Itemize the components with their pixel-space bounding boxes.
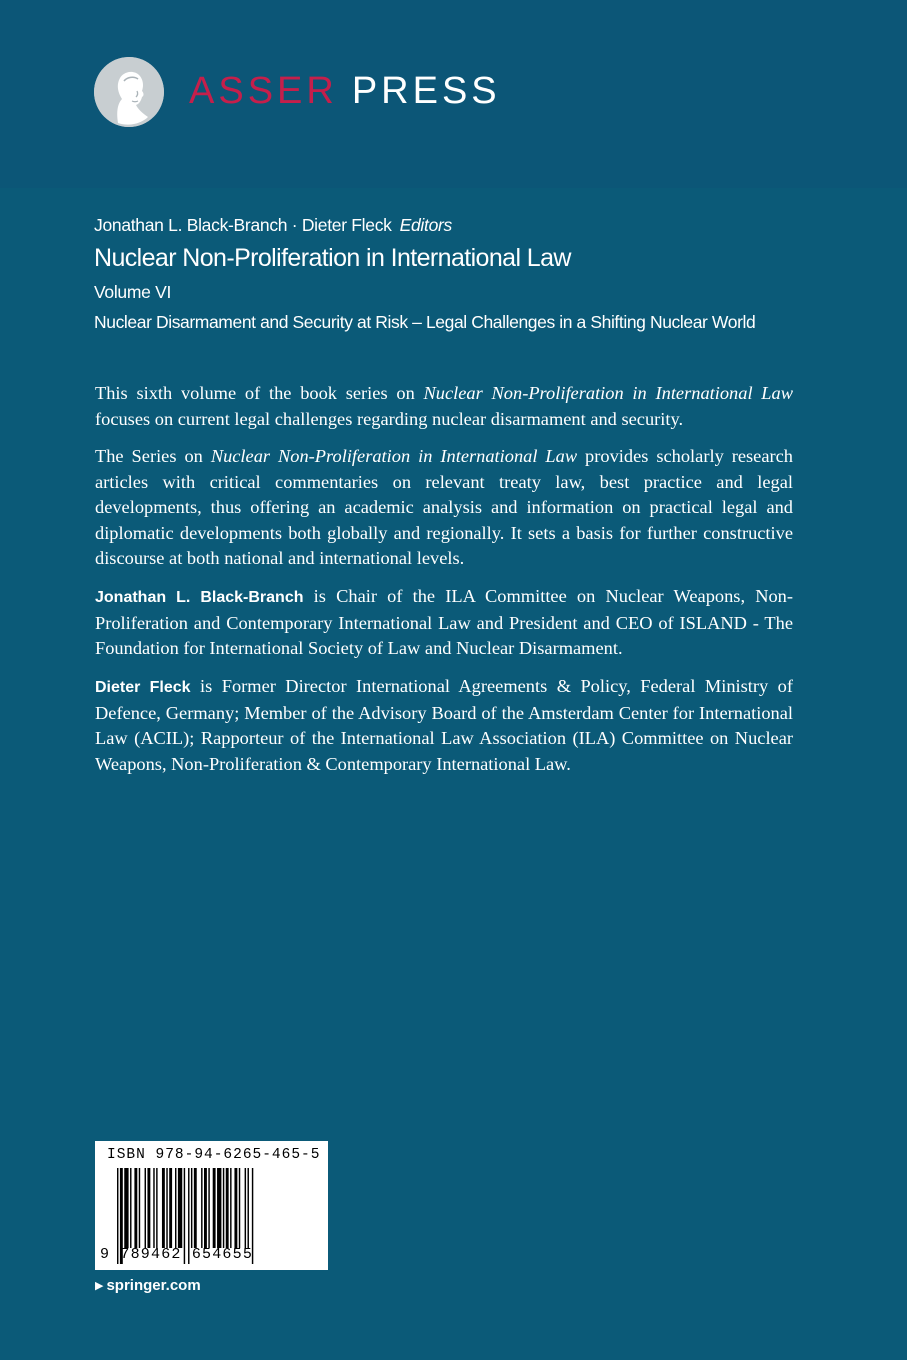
barcode-bar — [178, 1168, 182, 1248]
bio1-name: Jonathan L. Black-Branch — [95, 589, 304, 606]
website-url: springer.com — [106, 1277, 201, 1294]
barcode-bar — [130, 1168, 131, 1248]
p2-text-a: The Series on — [95, 446, 211, 466]
bio1-text: is Chair of the ILA Committee on Nuclear Weapons, Non-Proliferation and Contemporary International Law and President and CEO of ISLAND - The Foundation for International Society of Law and Nuclear Disarmament. — [95, 586, 794, 658]
barcode-bar — [169, 1168, 172, 1248]
website-link[interactable] — [95, 1276, 201, 1296]
barcode-digits: 9 789462 654655 — [100, 1246, 254, 1263]
p1-text-a: This sixth volume of the book series on — [95, 383, 424, 403]
barcode-bar — [153, 1168, 154, 1248]
barcode-bar — [248, 1168, 249, 1248]
portrait-icon — [94, 57, 164, 127]
barcode-bar — [223, 1168, 224, 1248]
barcode-bar — [204, 1168, 207, 1248]
barcode-bar — [166, 1168, 167, 1248]
editor-bio-fleck — [95, 674, 793, 777]
barcode-bar — [175, 1168, 176, 1248]
bio2-name: Dieter Fleck — [95, 679, 191, 696]
p1-text-b: focuses on current legal challenges regarding nuclear disarmament and security. — [95, 408, 684, 429]
header-band — [0, 0, 907, 188]
barcode-bar — [239, 1168, 240, 1248]
barcode-bar — [139, 1168, 140, 1248]
play-arrow-icon: ▶ — [95, 1280, 104, 1292]
barcode-bar — [134, 1168, 137, 1248]
barcode-bar — [230, 1168, 231, 1248]
editors-role: Editors — [399, 215, 452, 235]
barcode-bar — [213, 1168, 216, 1248]
barcode-bar — [208, 1168, 209, 1248]
barcode-bar — [124, 1168, 128, 1248]
barcode-bar — [201, 1168, 202, 1248]
series-paragraph — [95, 444, 793, 572]
barcode-bar — [191, 1168, 192, 1248]
book-subtitle: Nuclear Disarmament and Security at Risk – Legal Challenges in a Shifting Nuclear World — [94, 312, 756, 332]
isbn-label: ISBN 978-94-6265-465-5 — [107, 1147, 321, 1163]
book-editors — [94, 212, 452, 238]
barcode-bar — [245, 1168, 246, 1248]
barcode-bar — [145, 1168, 146, 1248]
p2-text-b: provides scholarly research articles with critical commentaries on relevant treaty law, best practice and legal developments, thus offering an academic analysis and information on practical legal and diplomatic developments both globally and regionally. It sets a basis for further constructive discourse at both national and international levels. — [95, 446, 793, 568]
editors-names: Jonathan L. Black-Branch · Dieter Fleck — [94, 215, 392, 235]
bio2-text: is Former Director International Agreements & Policy, Federal Ministry of Defence, Germany; Member of the Advisory Board of the Amsterdam Center for International Law (ACIL); Rapporteur of the International Law Association (ILA) Committee on Nuclear Weapons, Non-Proliferation & Contemporary International Law. — [95, 676, 793, 774]
editor-bio-black-branch — [95, 584, 793, 662]
p1-series-title: Nuclear Non-Proliferation in International Law — [423, 383, 793, 403]
barcode-bar — [226, 1168, 229, 1248]
barcode-bar — [194, 1168, 197, 1248]
barcode-bar — [156, 1168, 157, 1248]
publisher-logo-portrait-icon — [94, 57, 164, 127]
publisher-name — [189, 66, 501, 116]
book-volume: Volume VI — [94, 282, 172, 302]
description-paragraph — [95, 381, 793, 432]
publisher-name-asser: ASSER — [189, 70, 338, 112]
book-title: Nuclear Non-Proliferation in International Law — [94, 244, 571, 272]
barcode-bar — [147, 1168, 150, 1248]
barcode-bar — [217, 1168, 221, 1248]
barcode-bar — [162, 1168, 165, 1248]
isbn-barcode — [95, 1141, 328, 1270]
publisher-name-press: PRESS — [351, 70, 501, 112]
barcode-bar — [234, 1168, 237, 1248]
p2-series-title: Nuclear Non-Proliferation in International Law — [210, 446, 578, 466]
